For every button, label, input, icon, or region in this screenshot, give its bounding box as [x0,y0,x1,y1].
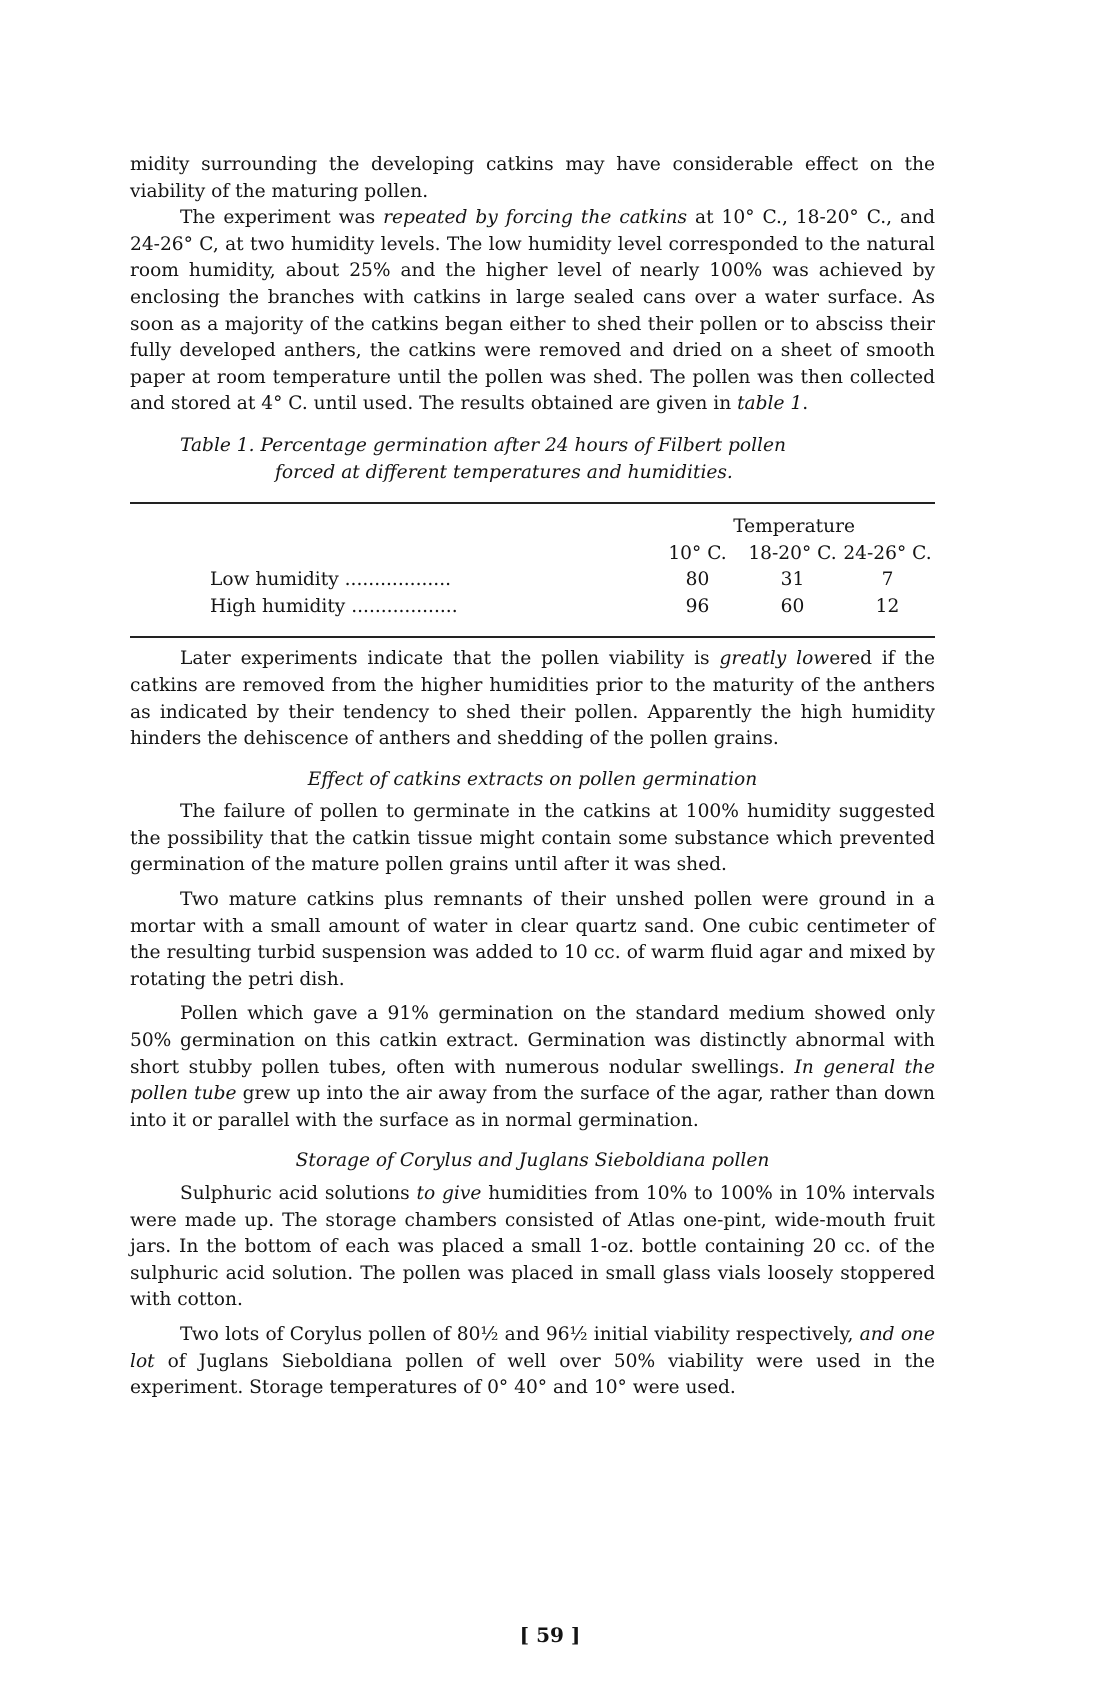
table-cell: 80 [685,569,710,591]
table-reference: table 1 [737,393,803,415]
table-1 [130,502,935,638]
table-caption [180,432,935,486]
row-label-text: High humidity [210,595,346,617]
page-body [130,152,935,1402]
paragraph-catkins-ground: Two mature catkins plus remnants of their unshed pollen were ground in a mortar with a small amount of water in clear quartz sand. One cubic centimeter of the resulting turbid suspension was added to 10 cc. of warm fluid agar and mixed by rotating the petri dish. [130,889,935,990]
paragraph-germination-result [130,1001,935,1134]
table-row [130,567,935,594]
table-group-header: Temperature [733,515,855,537]
paragraph-sulphuric-acid [130,1181,935,1314]
text-run: Sulphuric acid solutions [180,1183,417,1204]
table-column-header: 24-26° C. [843,542,932,564]
table-cell: 12 [875,595,900,617]
row-label-text: Low humidity [210,569,339,591]
section-heading: Storage of Corylus and Juglans Sieboldiana pollen [295,1150,770,1172]
table-cell: 60 [780,595,805,617]
paragraph-experiment [130,205,935,418]
table-caption-label: Table 1. [180,434,255,456]
text-run: ered if the catkins are removed from the higher humidities prior to the maturity of the anthers as indicated by their tendency to shed their pollen. Apparently the high humidity hinders the dehiscence of anthers and shedding of the pollen grains. [130,648,935,750]
table-bottom-rule [130,636,935,638]
data-table [130,504,935,636]
paragraph-pollen-lots [130,1322,935,1402]
text-run: Later experiments indicate that the pollen viability is [180,648,720,670]
text-run: at 10° C., 18-20° C., and 24-26° C, at two humidity levels. The low humidity level corresponded to the natural room humidity, about 25% and the higher level of nearly 100% was achieved by enclosing the branches with catkins in large sealed cans over a water surface. As soon as a majority of the catkins began either to shed their pollen or to absciss their fully developed anthers, the catkins were removed and dried on a sheet of smooth paper at room temperature until the pollen was shed. The pollen was then collected and stored at 4° C. until used. The results obtained are given in [130,207,936,415]
dot-leader: .................. [345,595,458,617]
text-run: Pollen which gave a 91% germination on the standard medium showed only 50% germination on this catkin extract. Germination was distinctly abnormal with short stubby pollen tubes, often with numerous nodular swellings. [130,1003,935,1078]
emphasis-run: In general the pollen tube [130,1056,935,1105]
table-column-header: 18-20° C. [748,542,837,564]
emphasis-run: to give [416,1183,482,1204]
table-cell: 7 [881,569,894,591]
text-run: The experiment was [180,207,384,229]
table-cell: 31 [780,569,805,591]
dot-leader: .................. [338,569,452,591]
table-group-header-row [130,514,935,541]
emphasis-run: greatly low [719,648,830,670]
text-run: Two lots of Corylus pollen of 80½ and 96½ initial viability respectively, [180,1323,860,1345]
emphasis-run: repeated by forcing the catkins [383,207,688,229]
table-row-label [130,594,650,621]
page-number: [ 59 ] [519,1623,581,1647]
section-heading: Effect of catkins extracts on pollen germination [307,768,758,790]
table-caption-line: Percentage germination after 24 hours of Filbert pollen [260,434,786,456]
text-run: of Juglans Sieboldiana pollen of well over 50% viability were used in the experiment. Storage temperatures of 0° 40° and 10° were used. [130,1350,935,1399]
table-cell: 96 [685,595,710,617]
text-run: . [802,393,809,415]
table-row-label [130,567,650,594]
paragraph-later-experiments [130,646,935,752]
text-run: humidities from 10% to 100% in 10% intervals were made up. The storage chambers consisted of Atlas one-pint, wide-mouth fruit jars. In the bottom of each was placed a small 1-oz. bottle containing 20 cc. of the sulphuric acid solution. The pollen was placed in small glass vials loosely stoppered with cotton. [130,1183,935,1311]
table-row [130,594,935,621]
table-caption-line: forced at different temperatures and humidities. [275,461,733,483]
emphasis-run: and one lot [130,1323,935,1372]
table-column-header: 10° C. [668,542,727,564]
paragraph-continued: midity surrounding the developing catkins may have considerable effect on the viability of the maturing pollen. [130,154,935,202]
paragraph-failure: The failure of pollen to germinate in the catkins at 100% humidity suggested the possibility that the catkin tissue might contain some substance which prevented germination of the mature pollen grains until after it was shed. [130,801,935,876]
text-run: grew up into the air away from the surface of the agar, rather than down into it or parallel with the surface as in normal germination. [130,1083,936,1131]
table-header-row [130,541,935,568]
